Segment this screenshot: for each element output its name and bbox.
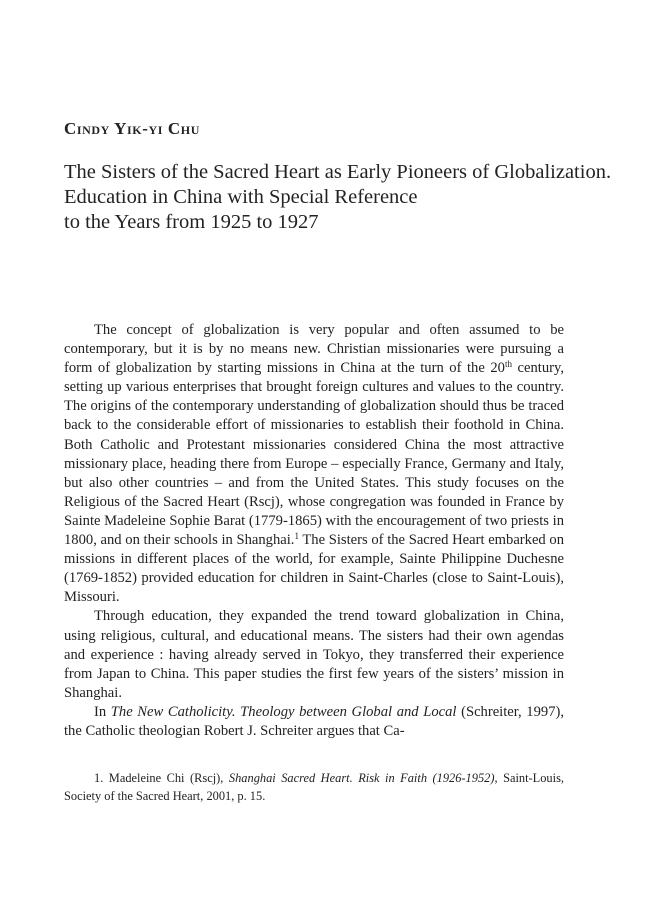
- book-title-italic: The New Catholicity. Theology between Global and Local: [110, 703, 457, 720]
- paragraph-3: [64, 703, 564, 741]
- paragraph-2: Through education, they expanded the trend toward globalization in China, using religious, cultural, and educational means. The sisters had their own agendas and experience : having already served in Tokyo, they transferred their experience from Japan to China. This paper studies the first few years of the sisters’ mission in Shanghai.: [64, 608, 564, 701]
- footnote-book-title: Shanghai Sacred Heart. Risk in Faith (1926-1952): [228, 771, 495, 785]
- paragraph-3-text-b: (Schreiter, 1997), the Catholic theologian Robert J. Schreiter argues that Ca-: [64, 703, 565, 739]
- footnote-1: [64, 770, 564, 805]
- paragraph-3-text-a: In: [94, 703, 111, 720]
- paragraph-1-text-b: century, setting up various enterprises that brought foreign cultures and values to the country. The origins of the contemporary understanding of globalization should thus be traced back to the considerable effort of missionaries to establish their foothold in China. Both Catholic and Protestant missionaries considered China the most attractive missionary place, heading there from Europe – especially France, Germany and Italy, but also other countries – and from the United States. This study focuses on the Religious of the Sacred Heart (Rscj), whose congregation was founded in France by Sainte Madeleine Sophie Barat (1779-1865) with the encouragement of two priests in 1800, and on their schools in Shanghai.: [64, 360, 565, 549]
- footnote-author: 1. Madeleine Chi (Rscj),: [94, 771, 229, 785]
- superscript-th: th: [504, 359, 512, 370]
- footnote-publication-info: , Saint-Louis, Society of the Sacred Heart, 2001, p. 15.: [64, 771, 564, 803]
- title-line-2: Education in China with Special Reference: [64, 186, 418, 208]
- body-text: [64, 321, 564, 741]
- footnote-reference: 1: [294, 531, 299, 542]
- title-line-1: The Sisters of the Sacred Heart as Early Pioneers of Globalization.: [64, 161, 612, 183]
- paragraph-1-text-a: The concept of globalization is very popular and often assumed to be contemporary, but it is by no means new. Christian missionaries were pursuing a form of globalization by starting missions in China at the turn of the 20: [64, 322, 564, 377]
- author-name: Cindy Yik-yi Chu: [64, 119, 200, 138]
- article-title: [64, 160, 612, 235]
- paragraph-1: [64, 321, 564, 607]
- title-line-3: to the Years from 1925 to 1927: [64, 211, 319, 233]
- paragraph-1-text-c: The Sisters of the Sacred Heart embarked on missions in different places of the world, for example, Sainte Philippine Duchesne (1769-1852) provided education for children in Saint-Charles (close to Saint-Louis), Missouri.: [64, 532, 564, 606]
